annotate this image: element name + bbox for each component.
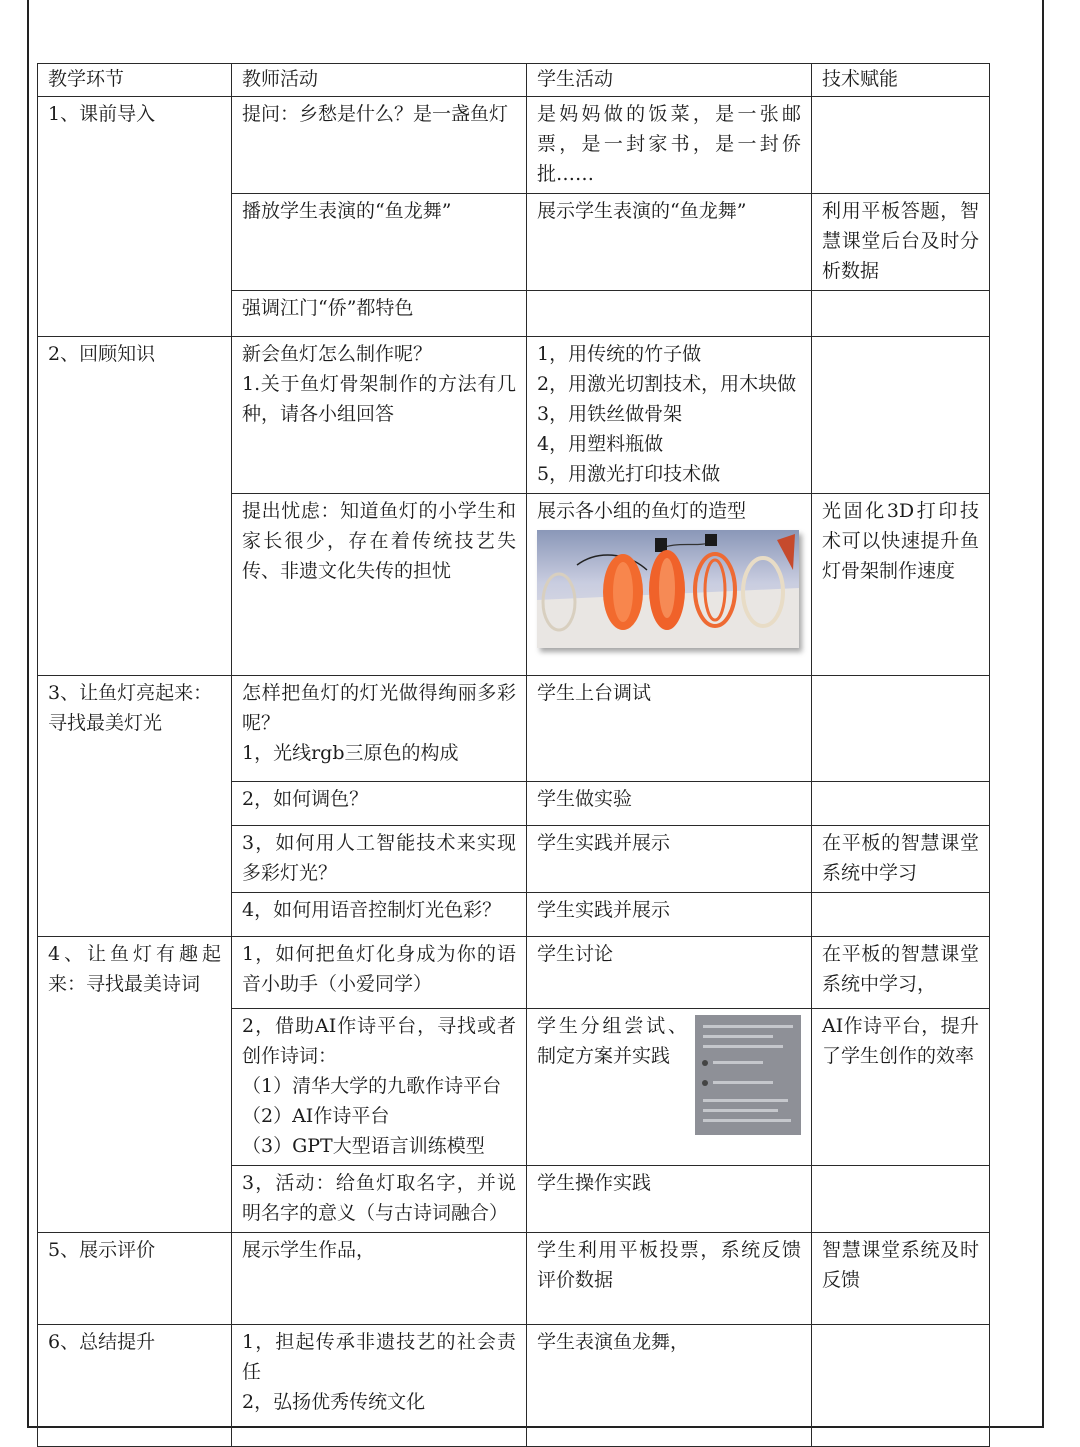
table-row [38,1233,990,1325]
teacher-cell: 怎样把鱼灯的灯光做得绚丽多彩呢？ 1，光线rgb三原色的构成 [232,676,527,782]
teacher-cell: 1，如何把鱼灯化身成为你的语音小助手（小爱同学） [232,937,527,1009]
student-cell: 是妈妈做的饭菜，是一张邮票，是一封家书，是一封侨批…… [527,97,812,194]
student-cell: 1，用传统的竹子做 2，用激光切割技术，用木块做 3，用铁丝做骨架 4，用塑料瓶做 5，用激光打印技术做 [527,337,812,494]
student-cell: 展示学生表演的“鱼龙舞” [527,194,812,291]
stage-cell: 6、总结提升 [38,1325,232,1447]
table-row [38,937,990,1009]
teacher-cell: 提出忧虑：知道鱼灯的小学生和家长很少，存在着传统技艺失传、非遗文化失传的担忧 [232,494,527,676]
student-cell-text: 学生分组尝试、制定方案并实践 [537,1015,687,1067]
student-cell-text: 展示各小组的鱼灯的造型 [537,500,747,522]
table-row [38,676,990,782]
header-tech: 技术赋能 [812,64,990,97]
student-cell [527,494,812,676]
teacher-cell: 4，如何用语音控制灯光色彩？ [232,893,527,937]
stage-cell: 5、展示评价 [38,1233,232,1325]
table-row [38,1325,990,1447]
student-cell: 学生实践并展示 [527,893,812,937]
student-cell: 学生上台调试 [527,676,812,782]
teacher-cell: 2，借助AI作诗平台，寻找或者创作诗词： （1）清华大学的九歌作诗平台 （2）AI作诗平台 （3）GPT大型语言训练模型 [232,1009,527,1166]
tech-cell [812,676,990,782]
student-cell: 学生利用平板投票，系统反馈评价数据 [527,1233,812,1325]
stage-cell: 3、让鱼灯亮起来：寻找最美灯光 [38,676,232,937]
student-cell: 学生操作实践 [527,1166,812,1233]
ai-platform-screenshot [695,1015,801,1135]
student-cell: 学生实践并展示 [527,826,812,893]
fish-lantern-photo [537,530,799,648]
tech-cell [812,337,990,494]
teacher-cell: 强调江门“侨”都特色 [232,291,527,337]
tech-cell: 在平板的智慧课堂系统中学习， [812,937,990,1009]
tech-cell [812,291,990,337]
stage-cell: 4、让鱼灯有趣起来：寻找最美诗词 [38,937,232,1233]
tech-cell [812,97,990,194]
teacher-cell: 1，担起传承非遗技艺的社会责任 2，弘扬优秀传统文化 [232,1325,527,1447]
tech-cell [812,893,990,937]
student-cell [527,1009,812,1166]
tech-cell: 在平板的智慧课堂系统中学习 [812,826,990,893]
lesson-plan-table [37,63,990,1447]
header-student: 学生活动 [527,64,812,97]
student-cell [527,291,812,337]
tech-cell: 利用平板答题，智慧课堂后台及时分析数据 [812,194,990,291]
teacher-cell: 提问：乡愁是什么？是一盏鱼灯 [232,97,527,194]
table-row [38,97,990,194]
header-teacher: 教师活动 [232,64,527,97]
student-cell: 学生表演鱼龙舞， [527,1325,812,1447]
stage-cell: 2、回顾知识 [38,337,232,676]
table-row [38,337,990,494]
teacher-cell: 3，活动：给鱼灯取名字，并说明名字的意义（与古诗词融合） [232,1166,527,1233]
student-cell: 学生讨论 [527,937,812,1009]
teacher-cell: 播放学生表演的“鱼龙舞” [232,194,527,291]
teacher-cell: 2，如何调色？ [232,782,527,826]
tech-cell [812,1325,990,1447]
tech-cell: AI作诗平台，提升了学生创作的效率 [812,1009,990,1166]
teacher-cell: 展示学生作品， [232,1233,527,1325]
stage-cell: 1、课前导入 [38,97,232,337]
tech-cell [812,782,990,826]
tech-cell [812,1166,990,1233]
student-cell: 学生做实验 [527,782,812,826]
teacher-cell: 新会鱼灯怎么制作呢？ 1.关于鱼灯骨架制作的方法有几种，请各小组回答 [232,337,527,494]
header-stage: 教学环节 [38,64,232,97]
tech-cell: 智慧课堂系统及时反馈 [812,1233,990,1325]
tech-cell: 光固化3D打印技术可以快速提升鱼灯骨架制作速度 [812,494,990,676]
teacher-cell: 3，如何用人工智能技术来实现多彩灯光？ [232,826,527,893]
table-header-row [38,64,990,97]
